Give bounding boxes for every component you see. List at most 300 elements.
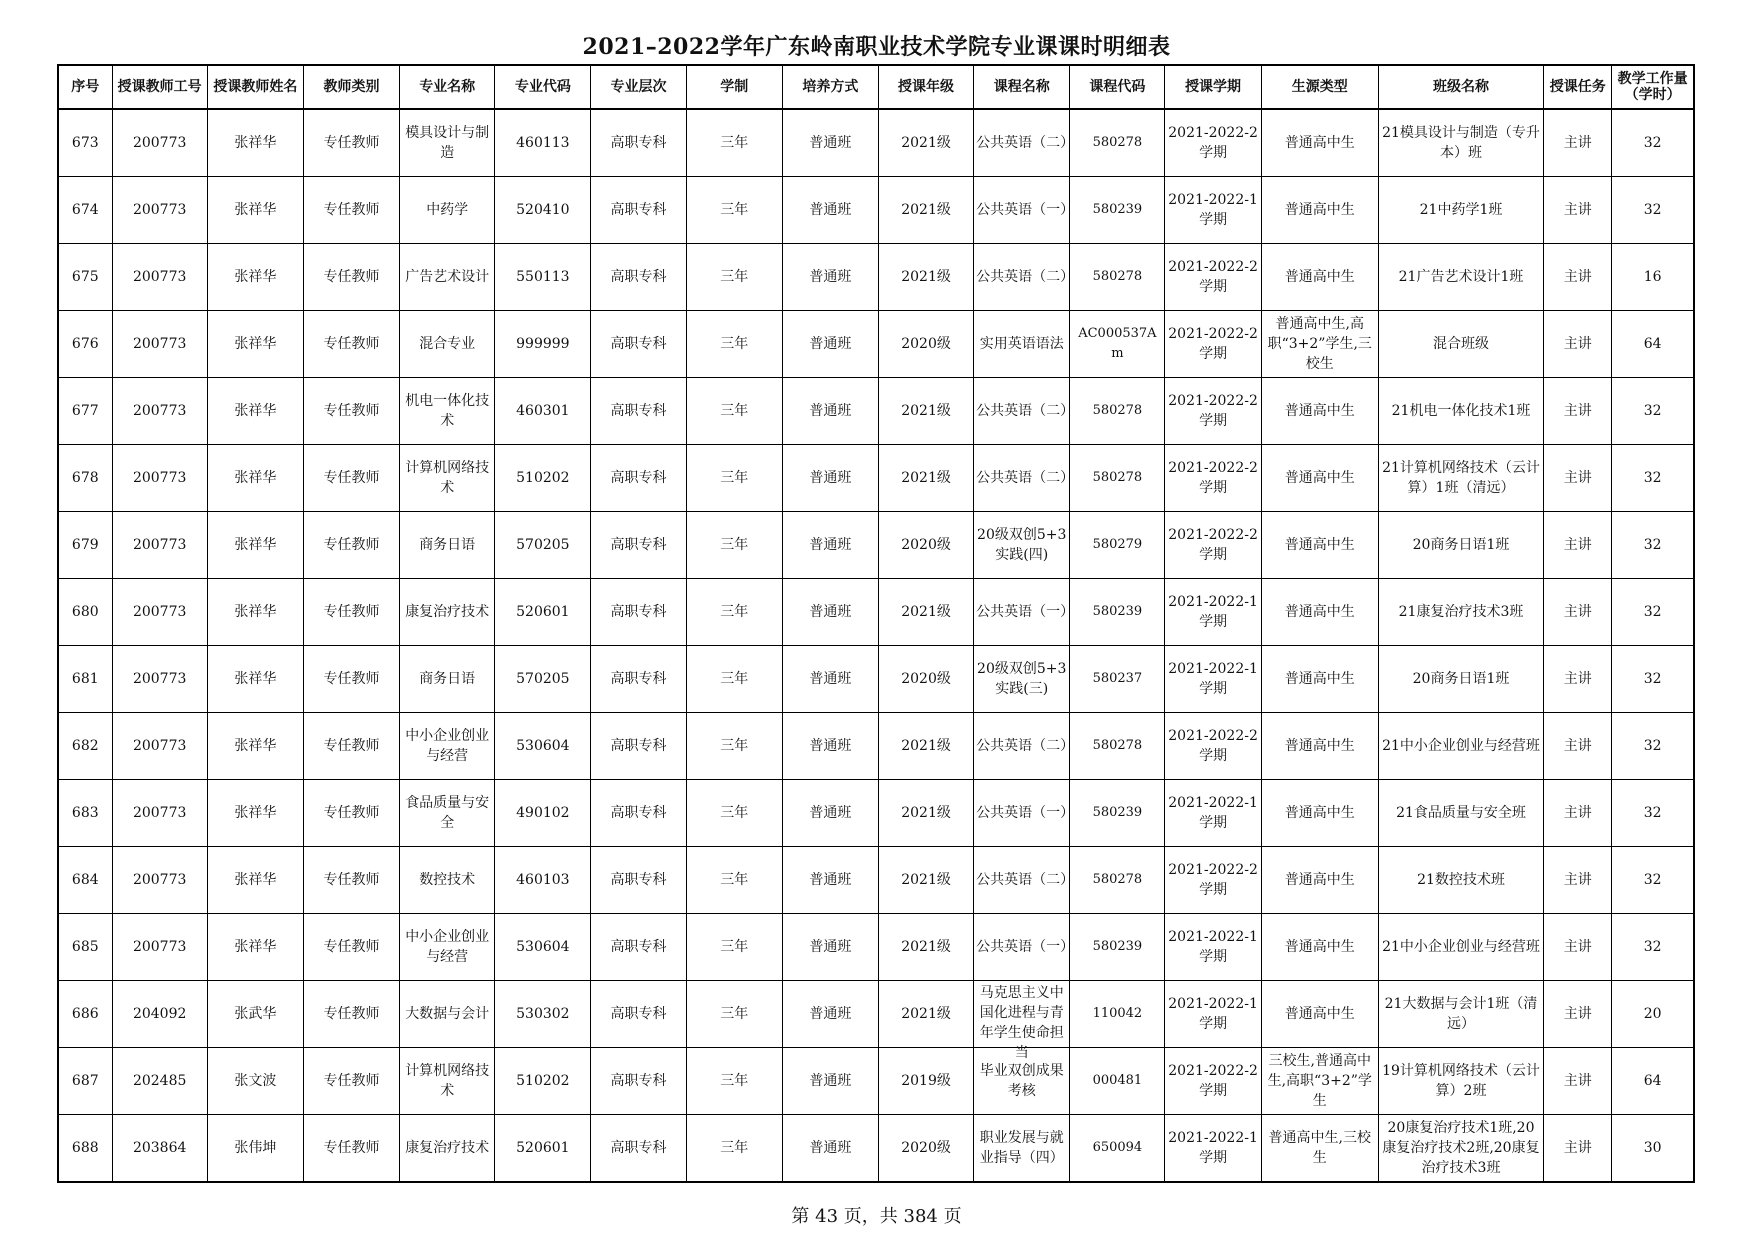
cell-course-code: [1070, 646, 1165, 713]
cell-duration: [686, 445, 782, 512]
cell-grade: [878, 981, 973, 1048]
cell-text: 主讲: [1563, 671, 1592, 687]
cell-duration: [686, 1048, 782, 1115]
cell-text: 32: [1643, 671, 1662, 687]
cell-text: 490102: [516, 805, 570, 821]
cell-text: 机电一体化技术: [405, 393, 490, 429]
column-header-semester: 授课学期: [1165, 65, 1261, 109]
cell-teacher-type: [303, 109, 399, 177]
cell-major-code: [495, 445, 591, 512]
cell-teacher-name: [207, 981, 303, 1048]
cell-major-code: [495, 109, 591, 177]
cell-teacher-id: [112, 981, 207, 1048]
cell-grade: [878, 713, 973, 780]
cell-course-code: [1070, 445, 1165, 512]
cell-teacher-type: [303, 311, 399, 378]
cell-text: 三校生,普通高中生,高职“3+2”学生: [1267, 1053, 1372, 1109]
cell-text: 高职专科: [610, 470, 667, 486]
cell-text: 580278: [1092, 135, 1143, 150]
header-row: [58, 65, 1694, 109]
cell-duration: [686, 177, 782, 244]
cell-text: 商务日语: [419, 537, 476, 553]
cell-text: 580278: [1092, 872, 1143, 887]
cell-text: 毕业双创成果考核: [979, 1063, 1064, 1099]
cell-text: 普通班: [809, 336, 852, 352]
table-row: [58, 646, 1694, 713]
cell-text: 2021级: [901, 939, 951, 955]
cell-teacher-name: [207, 847, 303, 914]
cell-training-mode: [782, 1048, 878, 1115]
cell-text: 主讲: [1563, 537, 1592, 553]
cell-text: 普通班: [809, 671, 852, 687]
cell-text: 三年: [720, 604, 749, 620]
cell-class-name: [1378, 847, 1543, 914]
cell-student-source: [1261, 1048, 1378, 1115]
cell-text: 职业发展与就业指导（四）: [979, 1130, 1064, 1166]
cell-major-code: [495, 1048, 591, 1115]
cell-workload: [1612, 1115, 1694, 1183]
cell-semester: [1165, 914, 1261, 981]
cell-text: 32: [1643, 470, 1662, 486]
cell-duration: [686, 378, 782, 445]
cell-class-name: [1378, 244, 1543, 311]
cell-text: 580278: [1092, 738, 1143, 753]
cell-grade: [878, 646, 973, 713]
cell-text: 580237: [1092, 671, 1143, 686]
cell-text: 专任教师: [323, 1006, 380, 1022]
cell-teacher-id: [112, 1115, 207, 1183]
cell-text: 高职专科: [610, 269, 667, 285]
cell-text: 普通高中生,高职“3+2”学生,三校生: [1267, 316, 1372, 372]
cell-text: 普通高中生: [1284, 403, 1355, 419]
cell-major-name: [400, 378, 495, 445]
column-header-teacher-name: 授课教师姓名: [207, 65, 303, 109]
cell-text: 普通高中生: [1284, 269, 1355, 285]
table-row: [58, 981, 1694, 1048]
cell-teacher-type: [303, 445, 399, 512]
cell-text: 685: [71, 939, 99, 955]
cell-text: 676: [71, 336, 99, 352]
cell-teacher-id: [112, 579, 207, 646]
table-row: [58, 177, 1694, 244]
cell-text: 20商务日语1班: [1412, 537, 1510, 553]
cell-text: 公共英语（二）: [976, 738, 1075, 754]
cell-text: 高职专科: [610, 336, 667, 352]
column-header-training-mode: 培养方式: [782, 65, 878, 109]
cell-student-source: [1261, 579, 1378, 646]
cell-text: 2021级: [901, 269, 951, 285]
cell-text: 主讲: [1563, 336, 1592, 352]
column-header-course-code: 课程代码: [1070, 65, 1165, 109]
cell-text: 32: [1643, 202, 1662, 218]
cell-course-code: [1070, 914, 1165, 981]
cell-text: 2021-2022-2学期: [1168, 527, 1258, 563]
cell-seq: [58, 579, 112, 646]
cell-text: 普通班: [809, 1140, 852, 1156]
cell-text: 200773: [132, 403, 187, 419]
cell-teacher-type: [303, 512, 399, 579]
cell-text: 999999: [516, 336, 570, 352]
cell-course-code: [1070, 378, 1165, 445]
cell-text: 专任教师: [323, 470, 380, 486]
column-header-workload: 教学工作量（学时）: [1612, 65, 1694, 109]
cell-text: 三年: [720, 403, 749, 419]
cell-student-source: [1261, 378, 1378, 445]
cell-course-code: [1070, 579, 1165, 646]
cell-text: 32: [1643, 872, 1662, 888]
cell-duration: [686, 311, 782, 378]
cell-text: 2021级: [901, 872, 951, 888]
cell-text: 2020级: [901, 537, 951, 553]
cell-task: [1544, 445, 1612, 512]
cell-student-source: [1261, 512, 1378, 579]
cell-text: 673: [71, 135, 99, 151]
cell-major-name: [400, 847, 495, 914]
cell-workload: [1612, 378, 1694, 445]
cell-major-level: [591, 445, 686, 512]
cell-teacher-id: [112, 311, 207, 378]
cell-teacher-id: [112, 177, 207, 244]
cell-grade: [878, 914, 973, 981]
cell-text: 21计算机网络技术（云计算）1班（清远）: [1382, 460, 1540, 496]
cell-major-level: [591, 713, 686, 780]
cell-text: 2021-2022-1学期: [1168, 594, 1258, 630]
cell-major-code: [495, 244, 591, 311]
cell-semester: [1165, 579, 1261, 646]
cell-text: 32: [1643, 939, 1662, 955]
cell-text: 三年: [720, 269, 749, 285]
cell-student-source: [1261, 109, 1378, 177]
cell-text: 520601: [516, 1140, 570, 1156]
cell-major-level: [591, 311, 686, 378]
cell-course-code: [1070, 109, 1165, 177]
cell-grade: [878, 1115, 973, 1183]
cell-course-code: [1070, 981, 1165, 1048]
cell-major-level: [591, 914, 686, 981]
cell-text: 200773: [132, 939, 187, 955]
cell-course-code: [1070, 1115, 1165, 1183]
cell-teacher-id: [112, 378, 207, 445]
cell-workload: [1612, 914, 1694, 981]
cell-text: 650094: [1092, 1140, 1143, 1155]
cell-training-mode: [782, 579, 878, 646]
cell-student-source: [1261, 1115, 1378, 1183]
cell-class-name: [1378, 914, 1543, 981]
cell-text: 2021-2022-1学期: [1168, 795, 1258, 831]
cell-text: 公共英语（一）: [976, 604, 1075, 620]
cell-text: 公共英语（一）: [976, 202, 1075, 218]
cell-text: 专任教师: [323, 671, 380, 687]
cell-text: 2021-2022-2学期: [1168, 393, 1258, 429]
cell-text: 专任教师: [323, 1073, 380, 1089]
cell-text: 主讲: [1563, 872, 1592, 888]
cell-workload: [1612, 109, 1694, 177]
cell-text: 21中药学1班: [1419, 202, 1503, 218]
cell-text: 677: [71, 403, 99, 419]
cell-text: 专任教师: [323, 336, 380, 352]
cell-major-code: [495, 579, 591, 646]
cell-text: 张祥华: [234, 738, 277, 754]
cell-teacher-name: [207, 177, 303, 244]
cell-training-mode: [782, 713, 878, 780]
cell-text: 三年: [720, 537, 749, 553]
cell-training-mode: [782, 646, 878, 713]
cell-class-name: [1378, 311, 1543, 378]
column-header-duration: 学制: [686, 65, 782, 109]
cell-teacher-type: [303, 244, 399, 311]
cell-course-name: [974, 177, 1075, 244]
cell-semester: [1165, 981, 1261, 1048]
cell-text: 张祥华: [234, 336, 277, 352]
cell-text: 681: [71, 671, 99, 687]
cell-major-name: [400, 109, 495, 177]
cell-task: [1544, 981, 1612, 1048]
cell-text: 460113: [516, 135, 570, 151]
cell-text: 20级双创5+3实践(三): [977, 661, 1067, 697]
cell-text: 普通班: [809, 872, 852, 888]
cell-teacher-name: [207, 1115, 303, 1183]
cell-text: 高职专科: [610, 403, 667, 419]
cell-text: 公共英语（二）: [976, 872, 1075, 888]
cell-teacher-type: [303, 1048, 399, 1115]
column-header-seq: 序号: [58, 65, 112, 109]
cell-text: 主讲: [1563, 403, 1592, 419]
table-row: [58, 847, 1694, 914]
cell-duration: [686, 244, 782, 311]
cell-teacher-id: [112, 646, 207, 713]
cell-text: 康复治疗技术: [405, 604, 490, 620]
cell-text: 普通高中生: [1284, 470, 1355, 486]
cell-major-name: [400, 713, 495, 780]
cell-text: 广告艺术设计: [405, 269, 490, 285]
cell-text: 684: [71, 872, 99, 888]
cell-course-name: [974, 244, 1075, 311]
cell-course-code: [1070, 311, 1165, 378]
table-row: [58, 512, 1694, 579]
cell-major-code: [495, 1115, 591, 1183]
cell-course-name: [974, 847, 1075, 914]
cell-text: 高职专科: [610, 604, 667, 620]
cell-duration: [686, 780, 782, 847]
cell-text: 570205: [516, 537, 570, 553]
cell-semester: [1165, 311, 1261, 378]
cell-major-name: [400, 1115, 495, 1183]
cell-class-name: [1378, 378, 1543, 445]
cell-teacher-type: [303, 579, 399, 646]
cell-text: 674: [71, 202, 99, 218]
cell-semester: [1165, 1115, 1261, 1183]
cell-text: 683: [71, 805, 99, 821]
cell-text: 专任教师: [323, 269, 380, 285]
cell-seq: [58, 981, 112, 1048]
cell-text: 计算机网络技术: [405, 1063, 490, 1099]
cell-text: 主讲: [1563, 738, 1592, 754]
cell-course-name: [974, 914, 1075, 981]
cell-text: 203864: [132, 1140, 187, 1156]
cell-text: 2021-2022-2学期: [1168, 125, 1258, 161]
cell-text: 普通高中生: [1284, 939, 1355, 955]
cell-semester: [1165, 445, 1261, 512]
cell-text: 688: [71, 1140, 99, 1156]
cell-major-level: [591, 378, 686, 445]
cell-major-code: [495, 378, 591, 445]
cell-task: [1544, 646, 1612, 713]
cell-text: 数控技术: [419, 872, 476, 888]
cell-training-mode: [782, 847, 878, 914]
cell-course-name: [974, 780, 1075, 847]
table-row: [58, 713, 1694, 780]
cell-text: 普通班: [809, 1073, 852, 1089]
cell-text: 000481: [1092, 1073, 1143, 1088]
cell-major-name: [400, 914, 495, 981]
cell-grade: [878, 579, 973, 646]
cell-text: 马克思主义中国化进程与青年学生使命担当: [979, 985, 1064, 1061]
cell-major-name: [400, 512, 495, 579]
cell-text: 三年: [720, 202, 749, 218]
cell-course-name: [974, 579, 1075, 646]
cell-text: 682: [71, 738, 99, 754]
cell-text: 580239: [1092, 202, 1143, 217]
cell-text: 专任教师: [323, 537, 380, 553]
cell-text: 2021-2022-2学期: [1168, 1063, 1258, 1099]
cell-text: 550113: [516, 269, 570, 285]
column-header-major-name: 专业名称: [400, 65, 495, 109]
cell-text: 专任教师: [323, 738, 380, 754]
cell-text: 三年: [720, 872, 749, 888]
cell-text: 张武华: [234, 1006, 277, 1022]
cell-text: 专任教师: [323, 872, 380, 888]
cell-training-mode: [782, 244, 878, 311]
cell-seq: [58, 445, 112, 512]
cell-text: 康复治疗技术: [405, 1140, 490, 1156]
cell-class-name: [1378, 1115, 1543, 1183]
cell-teacher-id: [112, 1048, 207, 1115]
cell-semester: [1165, 244, 1261, 311]
cell-seq: [58, 512, 112, 579]
cell-text: 202485: [132, 1073, 187, 1089]
cell-text: 大数据与会计: [405, 1006, 490, 1022]
cell-text: 中小企业创业与经营: [405, 929, 490, 965]
cell-text: 21模具设计与制造（专升本）班: [1382, 125, 1540, 161]
footer-page-number: 43: [815, 1206, 839, 1227]
cell-seq: [58, 1048, 112, 1115]
cell-major-level: [591, 109, 686, 177]
cell-duration: [686, 646, 782, 713]
table-row: [58, 109, 1694, 177]
cell-text: 普通高中生: [1284, 604, 1355, 620]
cell-text: 21大数据与会计1班（清远）: [1384, 996, 1538, 1032]
cell-text: 普通班: [809, 738, 852, 754]
cell-training-mode: [782, 780, 878, 847]
cell-text: 公共英语（二）: [976, 135, 1075, 151]
table-row: [58, 1115, 1694, 1183]
cell-teacher-type: [303, 1115, 399, 1183]
cell-text: 专任教师: [323, 939, 380, 955]
cell-seq: [58, 646, 112, 713]
cell-grade: [878, 445, 973, 512]
cell-workload: [1612, 311, 1694, 378]
cell-text: 2021级: [901, 135, 951, 151]
cell-teacher-name: [207, 378, 303, 445]
cell-text: 高职专科: [610, 738, 667, 754]
cell-text: 张文波: [234, 1073, 277, 1089]
cell-student-source: [1261, 847, 1378, 914]
cell-text: 20康复治疗技术1班,20康复治疗技术2班,20康复治疗技术3班: [1382, 1120, 1540, 1176]
column-header-student-source: 生源类型: [1261, 65, 1378, 109]
cell-text: 21中小企业创业与经营班: [1382, 939, 1540, 955]
cell-semester: [1165, 646, 1261, 713]
cell-course-name: [974, 109, 1075, 177]
cell-text: 普通高中生: [1284, 537, 1355, 553]
cell-teacher-name: [207, 311, 303, 378]
cell-text: 200773: [132, 202, 187, 218]
cell-text: 687: [71, 1073, 99, 1089]
cell-text: 高职专科: [610, 202, 667, 218]
cell-duration: [686, 579, 782, 646]
cell-teacher-type: [303, 780, 399, 847]
cell-class-name: [1378, 109, 1543, 177]
cell-text: 2020级: [901, 671, 951, 687]
cell-text: 2021-2022-1学期: [1168, 996, 1258, 1032]
cell-duration: [686, 1115, 782, 1183]
cell-teacher-type: [303, 847, 399, 914]
cell-semester: [1165, 177, 1261, 244]
cell-text: 三年: [720, 805, 749, 821]
cell-major-code: [495, 780, 591, 847]
footer-mid: 页，共: [843, 1206, 898, 1227]
cell-text: 510202: [516, 470, 570, 486]
cell-text: 580278: [1092, 470, 1143, 485]
cell-grade: [878, 177, 973, 244]
page-title: 2021–2022学年广东岭南职业技术学院专业课课时明细表: [582, 34, 1171, 60]
cell-text: 460301: [516, 403, 570, 419]
cell-course-name: [974, 1115, 1070, 1183]
cell-text: 200773: [132, 470, 187, 486]
cell-grade: [878, 378, 973, 445]
cell-seq: [58, 311, 112, 378]
cell-text: 中小企业创业与经营: [405, 728, 490, 764]
cell-text: 200773: [132, 738, 187, 754]
column-header-task: 授课任务: [1544, 65, 1612, 109]
page-footer: [0, 1202, 1753, 1228]
cell-course-name: [974, 378, 1075, 445]
cell-text: 580278: [1092, 403, 1143, 418]
cell-seq: [58, 177, 112, 244]
cell-task: [1544, 780, 1612, 847]
cell-student-source: [1261, 244, 1378, 311]
cell-task: [1544, 244, 1612, 311]
cell-text: 专任教师: [323, 202, 380, 218]
cell-text: 64: [1643, 336, 1662, 352]
cell-text: 普通班: [809, 537, 852, 553]
table-body: [58, 109, 1694, 1182]
cell-major-code: [495, 914, 591, 981]
cell-text: 2021级: [901, 403, 951, 419]
table-row: [58, 445, 1694, 512]
cell-text: 混合班级: [1433, 336, 1489, 352]
cell-teacher-type: [303, 646, 399, 713]
cell-text: 580278: [1092, 269, 1143, 284]
cell-text: 公共英语（二）: [976, 403, 1075, 419]
cell-text: 张祥华: [234, 202, 277, 218]
cell-major-level: [591, 847, 686, 914]
cell-workload: [1612, 1048, 1694, 1115]
cell-text: 公共英语（一）: [976, 939, 1075, 955]
cell-course-name: [974, 311, 1070, 378]
cell-text: 204092: [132, 1006, 187, 1022]
cell-course-code: [1070, 780, 1165, 847]
cell-workload: [1612, 646, 1694, 713]
